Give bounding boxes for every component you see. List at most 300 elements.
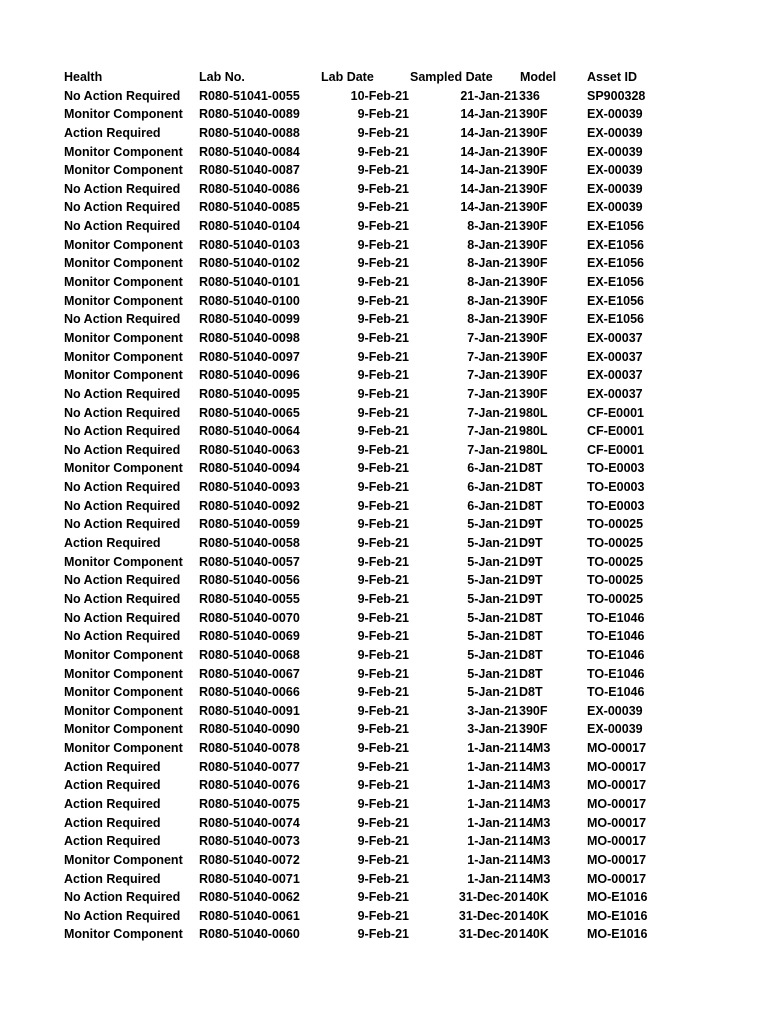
asset-id-cell: EX-00039 (587, 200, 643, 215)
model-cell: 14M3 (519, 778, 551, 793)
table-row (0, 385, 768, 404)
asset-id-cell: EX-00039 (587, 125, 643, 140)
sampled-date-cell: 1-Jan-21 (467, 871, 518, 886)
sampled-date-cell: 5-Jan-21 (467, 647, 518, 662)
model-cell: D8T (519, 666, 543, 681)
table-row (0, 925, 768, 944)
header-lab-date: Lab Date (321, 70, 374, 84)
sampled-date-cell: 7-Jan-21 (467, 424, 518, 439)
health-cell: Action Required (64, 125, 161, 140)
sampled-date-cell: 6-Jan-21 (467, 480, 518, 495)
sampled-date-cell: 7-Jan-21 (467, 368, 518, 383)
lab-results-table (0, 68, 768, 944)
lab-no-cell: R080-51040-0104 (199, 219, 300, 234)
lab-date-cell: 9-Feb-21 (357, 330, 409, 345)
asset-id-cell: EX-00039 (587, 703, 643, 718)
sampled-date-cell: 5-Jan-21 (467, 685, 518, 700)
table-row (0, 646, 768, 665)
model-cell: 14M3 (519, 834, 551, 849)
lab-date-cell: 9-Feb-21 (357, 405, 409, 420)
health-cell: Monitor Component (64, 741, 183, 756)
health-cell: No Action Required (64, 480, 181, 495)
lab-date-cell: 9-Feb-21 (357, 647, 409, 662)
health-cell: No Action Required (64, 386, 181, 401)
sampled-date-cell: 5-Jan-21 (467, 554, 518, 569)
lab-no-cell: R080-51040-0055 (199, 591, 300, 606)
lab-no-cell: R080-51040-0058 (199, 536, 300, 551)
lab-no-cell: R080-51040-0059 (199, 517, 300, 532)
model-cell: 390F (519, 349, 548, 364)
health-cell: Monitor Component (64, 852, 183, 867)
asset-id-cell: MO-00017 (587, 778, 647, 793)
sampled-date-cell: 6-Jan-21 (467, 461, 518, 476)
sampled-date-cell: 5-Jan-21 (467, 610, 518, 625)
asset-id-cell: MO-00017 (587, 834, 647, 849)
header-asset-id: Asset ID (587, 70, 638, 84)
table-row (0, 907, 768, 926)
model-cell: 390F (519, 386, 548, 401)
lab-no-cell: R080-51040-0090 (199, 722, 300, 737)
asset-id-cell: EX-E1056 (587, 219, 644, 234)
asset-id-cell: MO-E1016 (587, 927, 648, 942)
health-cell: Monitor Component (64, 685, 183, 700)
model-cell: D8T (519, 498, 543, 513)
header-lab-no: Lab No. (199, 70, 245, 84)
lab-no-cell: R080-51040-0066 (199, 685, 300, 700)
sampled-date-cell: 1-Jan-21 (467, 759, 518, 774)
asset-id-cell: EX-00039 (587, 181, 643, 196)
asset-id-cell: TO-E0003 (587, 480, 645, 495)
lab-date-cell: 9-Feb-21 (357, 536, 409, 551)
model-cell: D8T (519, 629, 543, 644)
health-cell: Monitor Component (64, 703, 183, 718)
lab-no-cell: R080-51040-0071 (199, 871, 300, 886)
table-row (0, 571, 768, 590)
asset-id-cell: TO-E1046 (587, 610, 645, 625)
sampled-date-cell: 7-Jan-21 (467, 442, 518, 457)
sampled-date-cell: 14-Jan-21 (460, 107, 518, 122)
lab-date-cell: 9-Feb-21 (357, 349, 409, 364)
lab-no-cell: R080-51040-0074 (199, 815, 300, 830)
lab-date-cell: 9-Feb-21 (357, 815, 409, 830)
model-cell: 390F (519, 256, 548, 271)
lab-date-cell: 9-Feb-21 (357, 163, 409, 178)
sampled-date-cell: 5-Jan-21 (467, 591, 518, 606)
asset-id-cell: TO-E0003 (587, 498, 645, 513)
lab-date-cell: 9-Feb-21 (357, 666, 409, 681)
lab-no-cell: R080-51040-0088 (199, 125, 300, 140)
lab-date-cell: 9-Feb-21 (357, 517, 409, 532)
lab-no-cell: R080-51040-0061 (199, 908, 300, 923)
lab-date-cell: 9-Feb-21 (357, 890, 409, 905)
health-cell: No Action Required (64, 610, 181, 625)
health-cell: Monitor Component (64, 927, 183, 942)
lab-date-cell: 9-Feb-21 (357, 796, 409, 811)
table-row (0, 124, 768, 143)
table-row (0, 720, 768, 739)
model-cell: 980L (519, 424, 548, 439)
lab-date-cell: 9-Feb-21 (357, 610, 409, 625)
table-row (0, 795, 768, 814)
asset-id-cell: MO-E1016 (587, 890, 648, 905)
lab-date-cell: 9-Feb-21 (357, 312, 409, 327)
table-row (0, 329, 768, 348)
table-header-row (0, 68, 768, 87)
asset-id-cell: CF-E0001 (587, 405, 644, 420)
model-cell: D8T (519, 647, 543, 662)
model-cell: 336 (519, 88, 540, 103)
asset-id-cell: EX-00039 (587, 722, 643, 737)
health-cell: No Action Required (64, 498, 181, 513)
model-cell: 390F (519, 144, 548, 159)
lab-date-cell: 9-Feb-21 (357, 778, 409, 793)
lab-date-cell: 9-Feb-21 (357, 927, 409, 942)
lab-date-cell: 9-Feb-21 (357, 125, 409, 140)
model-cell: 14M3 (519, 815, 551, 830)
sampled-date-cell: 3-Jan-21 (467, 722, 518, 737)
asset-id-cell: MO-00017 (587, 852, 647, 867)
model-cell: 14M3 (519, 741, 551, 756)
header-sampled-date: Sampled Date (410, 70, 493, 84)
table-row (0, 758, 768, 777)
header-model: Model (520, 70, 557, 84)
asset-id-cell: EX-E1056 (587, 293, 644, 308)
asset-id-cell: CF-E0001 (587, 442, 644, 457)
health-cell: Monitor Component (64, 349, 183, 364)
health-cell: No Action Required (64, 424, 181, 439)
health-cell: No Action Required (64, 442, 181, 457)
lab-date-cell: 9-Feb-21 (357, 368, 409, 383)
table-row (0, 198, 768, 217)
sampled-date-cell: 1-Jan-21 (467, 834, 518, 849)
asset-id-cell: MO-00017 (587, 759, 647, 774)
model-cell: D8T (519, 610, 543, 625)
lab-no-cell: R080-51040-0101 (199, 275, 300, 290)
sampled-date-cell: 7-Jan-21 (467, 386, 518, 401)
health-cell: Action Required (64, 815, 161, 830)
lab-date-cell: 9-Feb-21 (357, 442, 409, 457)
health-cell: No Action Required (64, 517, 181, 532)
sampled-date-cell: 5-Jan-21 (467, 573, 518, 588)
table-row (0, 105, 768, 124)
sampled-date-cell: 1-Jan-21 (467, 778, 518, 793)
lab-no-cell: R080-51040-0097 (199, 349, 300, 364)
model-cell: D9T (519, 517, 543, 532)
table-row (0, 459, 768, 478)
health-cell: Action Required (64, 796, 161, 811)
lab-no-cell: R080-51040-0100 (199, 293, 300, 308)
table-row (0, 348, 768, 367)
table-row (0, 143, 768, 162)
model-cell: 390F (519, 368, 548, 383)
lab-date-cell: 9-Feb-21 (357, 871, 409, 886)
model-cell: 390F (519, 237, 548, 252)
asset-id-cell: EX-E1056 (587, 256, 644, 271)
model-cell: 390F (519, 107, 548, 122)
model-cell: 390F (519, 275, 548, 290)
sampled-date-cell: 8-Jan-21 (467, 219, 518, 234)
health-cell: No Action Required (64, 629, 181, 644)
health-cell: No Action Required (64, 591, 181, 606)
lab-no-cell: R080-51040-0073 (199, 834, 300, 849)
lab-no-cell: R080-51040-0086 (199, 181, 300, 196)
lab-date-cell: 10-Feb-21 (350, 88, 409, 103)
asset-id-cell: MO-00017 (587, 796, 647, 811)
table-row (0, 515, 768, 534)
model-cell: 14M3 (519, 871, 551, 886)
lab-no-cell: R080-51040-0057 (199, 554, 300, 569)
lab-no-cell: R080-51040-0067 (199, 666, 300, 681)
table-row (0, 814, 768, 833)
asset-id-cell: TO-00025 (587, 591, 644, 606)
lab-date-cell: 9-Feb-21 (357, 498, 409, 513)
model-cell: 980L (519, 442, 548, 457)
lab-no-cell: R080-51040-0091 (199, 703, 300, 718)
lab-date-cell: 9-Feb-21 (357, 256, 409, 271)
asset-id-cell: EX-00037 (587, 330, 643, 345)
asset-id-cell: EX-00039 (587, 107, 643, 122)
sampled-date-cell: 8-Jan-21 (467, 275, 518, 290)
health-cell: No Action Required (64, 219, 181, 234)
model-cell: 140K (519, 927, 549, 942)
model-cell: 390F (519, 219, 548, 234)
model-cell: 140K (519, 908, 549, 923)
asset-id-cell: TO-E1046 (587, 647, 645, 662)
sampled-date-cell: 8-Jan-21 (467, 256, 518, 271)
model-cell: 980L (519, 405, 548, 420)
model-cell: 140K (519, 890, 549, 905)
table-row (0, 404, 768, 423)
lab-no-cell: R080-51040-0084 (199, 144, 300, 159)
lab-date-cell: 9-Feb-21 (357, 386, 409, 401)
lab-no-cell: R080-51040-0085 (199, 200, 300, 215)
lab-no-cell: R080-51040-0077 (199, 759, 300, 774)
lab-no-cell: R080-51040-0075 (199, 796, 300, 811)
sampled-date-cell: 31-Dec-20 (458, 908, 518, 923)
model-cell: D8T (519, 685, 543, 700)
table-row (0, 273, 768, 292)
asset-id-cell: TO-E0003 (587, 461, 645, 476)
asset-id-cell: EX-00039 (587, 163, 643, 178)
table-row (0, 180, 768, 199)
health-cell: Action Required (64, 536, 161, 551)
lab-date-cell: 9-Feb-21 (357, 107, 409, 122)
model-cell: 390F (519, 200, 548, 215)
health-cell: Monitor Component (64, 144, 183, 159)
model-cell: D9T (519, 536, 543, 551)
lab-no-cell: R080-51040-0069 (199, 629, 300, 644)
lab-no-cell: R080-51040-0072 (199, 852, 300, 867)
model-cell: 14M3 (519, 759, 551, 774)
sampled-date-cell: 14-Jan-21 (460, 200, 518, 215)
model-cell: 14M3 (519, 852, 551, 867)
model-cell: D8T (519, 480, 543, 495)
health-cell: No Action Required (64, 890, 181, 905)
sampled-date-cell: 5-Jan-21 (467, 517, 518, 532)
table-row (0, 888, 768, 907)
lab-date-cell: 9-Feb-21 (357, 759, 409, 774)
sampled-date-cell: 8-Jan-21 (467, 293, 518, 308)
table-row (0, 236, 768, 255)
health-cell: Monitor Component (64, 647, 183, 662)
lab-no-cell: R080-51040-0098 (199, 330, 300, 345)
health-cell: Monitor Component (64, 163, 183, 178)
lab-no-cell: R080-51040-0092 (199, 498, 300, 513)
asset-id-cell: TO-E1046 (587, 685, 645, 700)
lab-date-cell: 9-Feb-21 (357, 629, 409, 644)
table-row (0, 161, 768, 180)
health-cell: Action Required (64, 834, 161, 849)
table-row (0, 217, 768, 236)
model-cell: 390F (519, 312, 548, 327)
lab-no-cell: R080-51040-0103 (199, 237, 300, 252)
health-cell: Monitor Component (64, 666, 183, 681)
lab-date-cell: 9-Feb-21 (357, 722, 409, 737)
sampled-date-cell: 7-Jan-21 (467, 405, 518, 420)
sampled-date-cell: 3-Jan-21 (467, 703, 518, 718)
lab-date-cell: 9-Feb-21 (357, 573, 409, 588)
health-cell: No Action Required (64, 200, 181, 215)
lab-no-cell: R080-51040-0056 (199, 573, 300, 588)
sampled-date-cell: 7-Jan-21 (467, 349, 518, 364)
model-cell: 390F (519, 163, 548, 178)
model-cell: 390F (519, 125, 548, 140)
sampled-date-cell: 14-Jan-21 (460, 144, 518, 159)
asset-id-cell: MO-00017 (587, 741, 647, 756)
lab-date-cell: 9-Feb-21 (357, 200, 409, 215)
sampled-date-cell: 6-Jan-21 (467, 498, 518, 513)
lab-date-cell: 9-Feb-21 (357, 480, 409, 495)
health-cell: Monitor Component (64, 256, 183, 271)
lab-date-cell: 9-Feb-21 (357, 181, 409, 196)
asset-id-cell: CF-E0001 (587, 424, 644, 439)
table-row (0, 534, 768, 553)
asset-id-cell: EX-00037 (587, 349, 643, 364)
health-cell: Monitor Component (64, 275, 183, 290)
health-cell: Action Required (64, 759, 161, 774)
lab-no-cell: R080-51040-0089 (199, 107, 300, 122)
table-row (0, 292, 768, 311)
table-row (0, 441, 768, 460)
sampled-date-cell: 31-Dec-20 (458, 890, 518, 905)
lab-date-cell: 9-Feb-21 (357, 554, 409, 569)
lab-no-cell: R080-51040-0099 (199, 312, 300, 327)
sampled-date-cell: 1-Jan-21 (467, 741, 518, 756)
table-row (0, 553, 768, 572)
model-cell: 390F (519, 703, 548, 718)
lab-date-cell: 9-Feb-21 (357, 144, 409, 159)
model-cell: 390F (519, 330, 548, 345)
lab-no-cell: R080-51040-0102 (199, 256, 300, 271)
lab-date-cell: 9-Feb-21 (357, 591, 409, 606)
sampled-date-cell: 5-Jan-21 (467, 536, 518, 551)
lab-no-cell: R080-51040-0093 (199, 480, 300, 495)
lab-date-cell: 9-Feb-21 (357, 703, 409, 718)
health-cell: No Action Required (64, 405, 181, 420)
table-row (0, 870, 768, 889)
table-row (0, 851, 768, 870)
lab-date-cell: 9-Feb-21 (357, 219, 409, 234)
sampled-date-cell: 7-Jan-21 (467, 330, 518, 345)
asset-id-cell: SP900328 (587, 88, 646, 103)
sampled-date-cell: 1-Jan-21 (467, 815, 518, 830)
lab-no-cell: R080-51040-0064 (199, 424, 300, 439)
health-cell: Action Required (64, 778, 161, 793)
table-row (0, 497, 768, 516)
asset-id-cell: EX-00039 (587, 144, 643, 159)
sampled-date-cell: 31-Dec-20 (458, 927, 518, 942)
lab-date-cell: 9-Feb-21 (357, 424, 409, 439)
sampled-date-cell: 14-Jan-21 (460, 125, 518, 140)
health-cell: Monitor Component (64, 107, 183, 122)
lab-date-cell: 9-Feb-21 (357, 852, 409, 867)
sampled-date-cell: 14-Jan-21 (460, 163, 518, 178)
model-cell: 14M3 (519, 796, 551, 811)
model-cell: D9T (519, 573, 543, 588)
sampled-date-cell: 1-Jan-21 (467, 852, 518, 867)
lab-date-cell: 9-Feb-21 (357, 461, 409, 476)
asset-id-cell: TO-E1046 (587, 629, 645, 644)
lab-no-cell: R080-51040-0094 (199, 461, 300, 476)
health-cell: Monitor Component (64, 330, 183, 345)
table-row (0, 478, 768, 497)
health-cell: Action Required (64, 871, 161, 886)
model-cell: D9T (519, 554, 543, 569)
sampled-date-cell: 8-Jan-21 (467, 312, 518, 327)
lab-no-cell: R080-51040-0063 (199, 442, 300, 457)
asset-id-cell: EX-E1056 (587, 312, 644, 327)
health-cell: No Action Required (64, 181, 181, 196)
asset-id-cell: EX-E1056 (587, 237, 644, 252)
table-row (0, 776, 768, 795)
table-row (0, 366, 768, 385)
lab-no-cell: R080-51040-0095 (199, 386, 300, 401)
table-row (0, 832, 768, 851)
lab-no-cell: R080-51040-0068 (199, 647, 300, 662)
health-cell: Monitor Component (64, 368, 183, 383)
model-cell: D8T (519, 461, 543, 476)
health-cell: No Action Required (64, 312, 181, 327)
lab-no-cell: R080-51040-0060 (199, 927, 300, 942)
model-cell: 390F (519, 293, 548, 308)
health-cell: No Action Required (64, 88, 181, 103)
table-row (0, 87, 768, 106)
model-cell: D9T (519, 591, 543, 606)
asset-id-cell: TO-00025 (587, 536, 644, 551)
lab-date-cell: 9-Feb-21 (357, 237, 409, 252)
lab-no-cell: R080-51040-0065 (199, 405, 300, 420)
table-row (0, 254, 768, 273)
health-cell: No Action Required (64, 573, 181, 588)
lab-date-cell: 9-Feb-21 (357, 293, 409, 308)
table-row (0, 665, 768, 684)
table-row (0, 590, 768, 609)
sampled-date-cell: 8-Jan-21 (467, 237, 518, 252)
table-row (0, 683, 768, 702)
model-cell: 390F (519, 181, 548, 196)
asset-id-cell: EX-00037 (587, 386, 643, 401)
lab-date-cell: 9-Feb-21 (357, 275, 409, 290)
table-row (0, 739, 768, 758)
asset-id-cell: EX-E1056 (587, 275, 644, 290)
asset-id-cell: TO-00025 (587, 554, 644, 569)
table-body (0, 87, 768, 944)
header-health: Health (64, 70, 103, 84)
sampled-date-cell: 5-Jan-21 (467, 666, 518, 681)
health-cell: Monitor Component (64, 237, 183, 252)
lab-no-cell: R080-51040-0096 (199, 368, 300, 383)
lab-date-cell: 9-Feb-21 (357, 685, 409, 700)
